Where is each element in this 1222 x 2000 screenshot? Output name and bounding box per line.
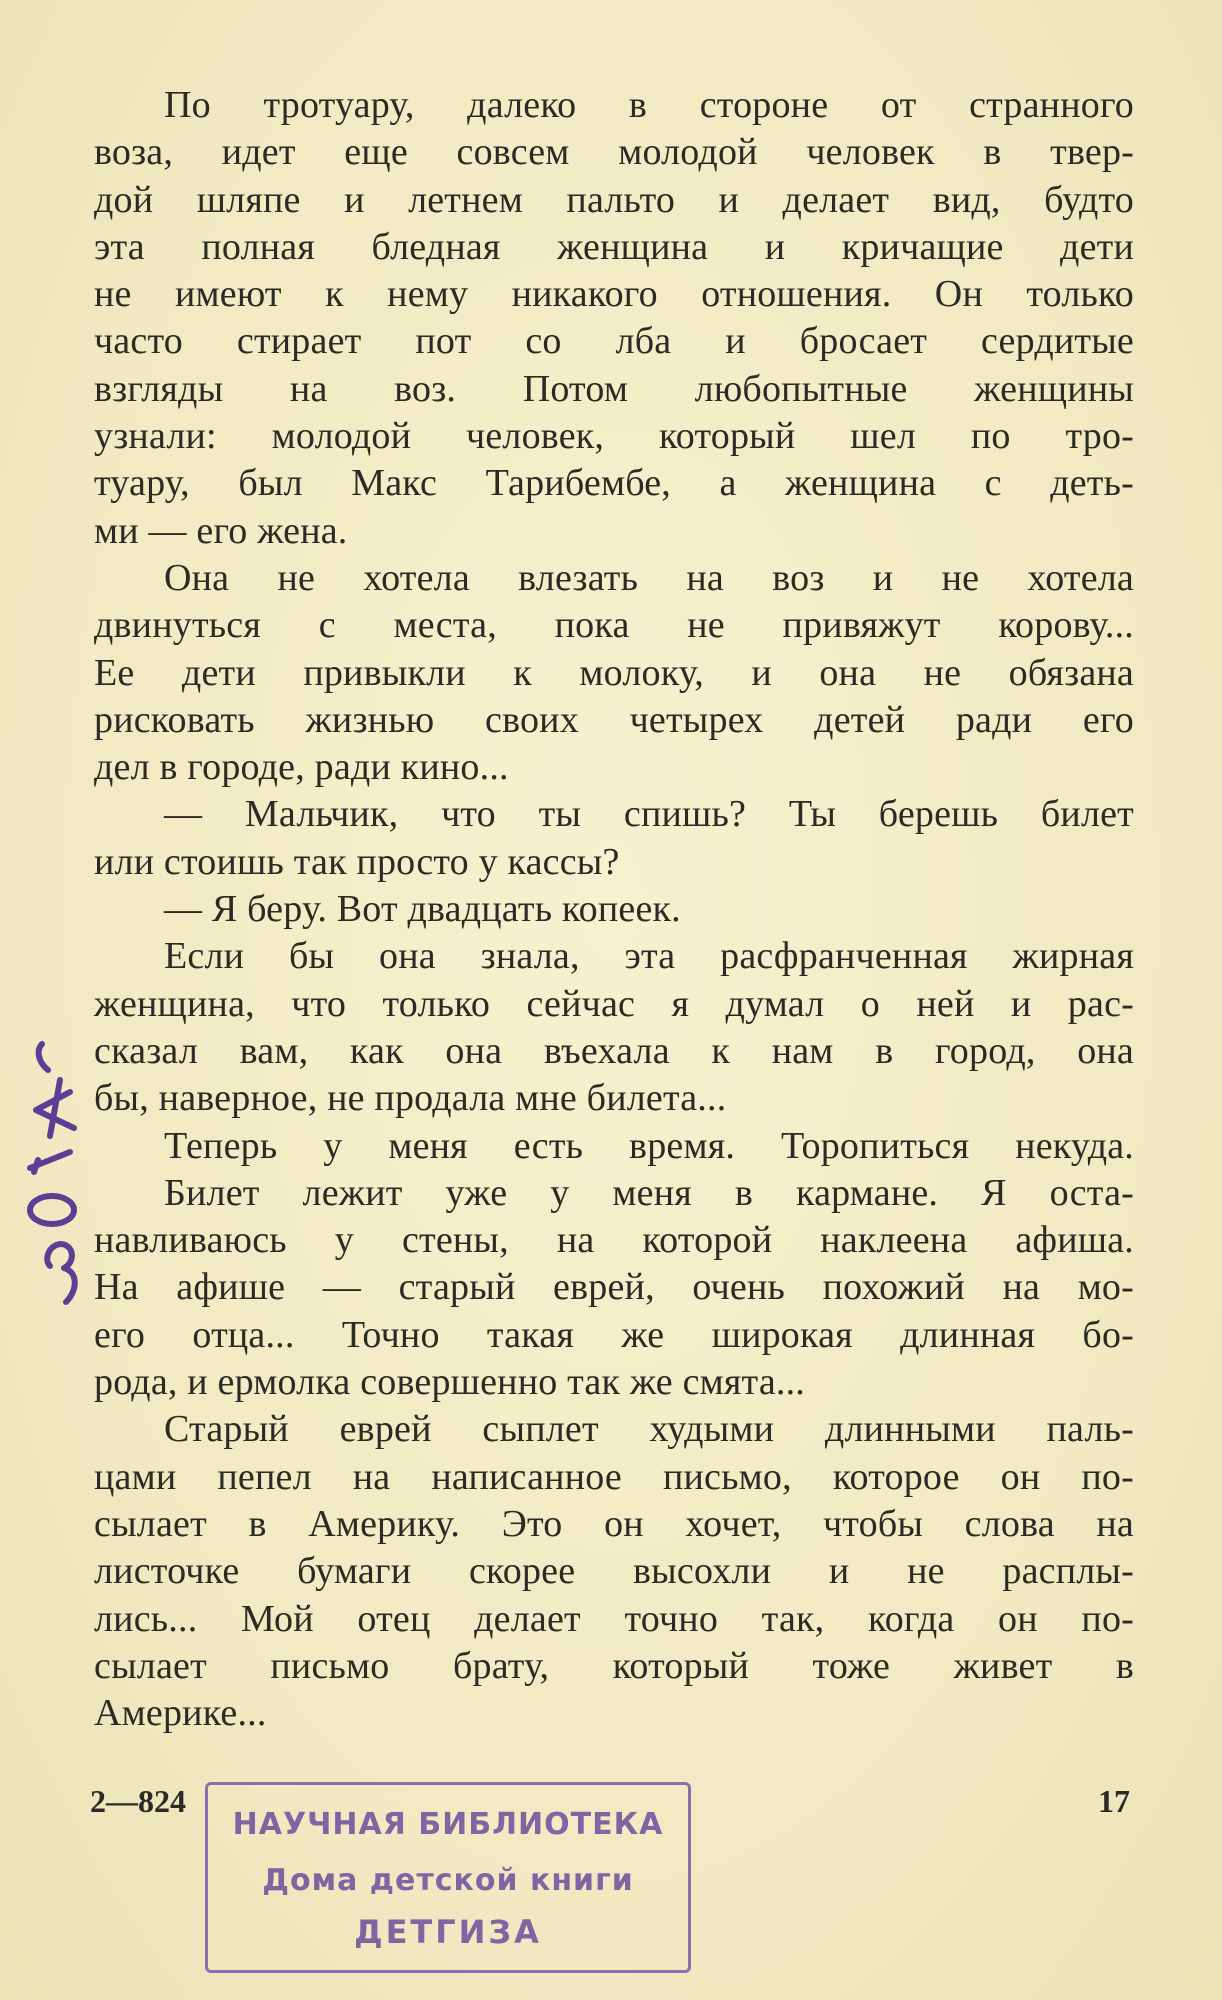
text-line: взгляды на воз. Потом любопытные женщины bbox=[94, 367, 1134, 410]
text-line: По тротуару, далеко в стороне от странного bbox=[164, 84, 1134, 126]
text-line: рода, и ермолка совершенно так же смята... bbox=[94, 1361, 805, 1404]
text-line: ми — его жена. bbox=[94, 509, 348, 552]
text-line: воза, идет еще совсем молодой человек в твер- bbox=[94, 131, 1134, 174]
text-line: сылает в Америку. Это он хочет, чтобы слова на bbox=[94, 1502, 1134, 1545]
page-number: 17 bbox=[1098, 1783, 1130, 1819]
text-line: Ее дети привыкли к молоку, и она не обязана bbox=[94, 651, 1134, 694]
text-line: двинуться с места, пока не привяжут корову... bbox=[94, 604, 1134, 647]
handwritten-margin-note bbox=[8, 1040, 88, 1330]
text-line: навливаюсь у стены, на которой наклеена афиша. bbox=[94, 1219, 1134, 1262]
text-line: Она не хотела влезать на воз и не хотела bbox=[164, 556, 1134, 599]
text-line: сказал вам, как она въехала к нам в город, она bbox=[94, 1029, 1134, 1072]
text-line: узнали: молодой человек, который шел по тро- bbox=[94, 415, 1134, 458]
text-line: женщина, что только сейчас я думал о ней и рас- bbox=[94, 982, 1134, 1025]
text-line: цами пепел на написанное письмо, которое он по- bbox=[94, 1455, 1134, 1498]
text-line: листочке бумаги скорее высохли и не расплы- bbox=[94, 1550, 1134, 1593]
text-line: не имеют к нему никакого отношения. Он только bbox=[94, 273, 1134, 316]
text-line: эта полная бледная женщина и кричащие дети bbox=[94, 225, 1134, 268]
library-stamp bbox=[205, 1782, 691, 1973]
text-line: сылает письмо брату, который тоже живет в bbox=[94, 1644, 1134, 1687]
stamp-line-3: ДЕТГИЗА bbox=[354, 1913, 542, 1951]
text-line: На афише — старый еврей, очень похожий на мо- bbox=[94, 1266, 1134, 1309]
stamp-line-1: НАУЧНАЯ БИБЛИОТЕКА bbox=[232, 1807, 664, 1842]
body-text bbox=[94, 82, 1134, 1737]
text-line: дел в городе, ради кино... bbox=[94, 746, 509, 789]
text-line: Билет лежит уже у меня в кармане. Я оста- bbox=[164, 1171, 1134, 1214]
text-line: Теперь у меня есть время. Торопиться некуда. bbox=[164, 1124, 1134, 1167]
text-line: дой шляпе и летнем пальто и делает вид, будто bbox=[94, 178, 1134, 221]
text-line: лись... Мой отец делает точно так, когда он по- bbox=[94, 1597, 1134, 1640]
text-line: — Мальчик, что ты спишь? Ты берешь билет bbox=[164, 793, 1134, 836]
text-line: или стоишь так просто у кассы? bbox=[94, 840, 620, 883]
text-line: Старый еврей сыплет худыми длинными паль- bbox=[164, 1408, 1134, 1451]
text-line: часто стирает пот со лба и бросает сердитые bbox=[94, 320, 1134, 363]
text-line: рисковать жизнью своих четырех детей ради его bbox=[94, 698, 1134, 741]
text-line: Америке... bbox=[94, 1692, 267, 1735]
stamp-line-2: Дома детской книги bbox=[262, 1863, 634, 1898]
text-line: — Я беру. Вот двадцать копеек. bbox=[164, 888, 681, 931]
text-line: его отца... Точно такая же широкая длинная бо- bbox=[94, 1313, 1134, 1356]
text-line: туару, был Макс Тарибембе, а женщина с деть- bbox=[94, 462, 1134, 505]
text-line: Если бы она знала, эта расфранченная жирная bbox=[164, 935, 1134, 978]
printer-signature: 2—824 bbox=[90, 1783, 186, 1819]
text-line: бы, наверное, не продала мне билета... bbox=[94, 1077, 727, 1120]
